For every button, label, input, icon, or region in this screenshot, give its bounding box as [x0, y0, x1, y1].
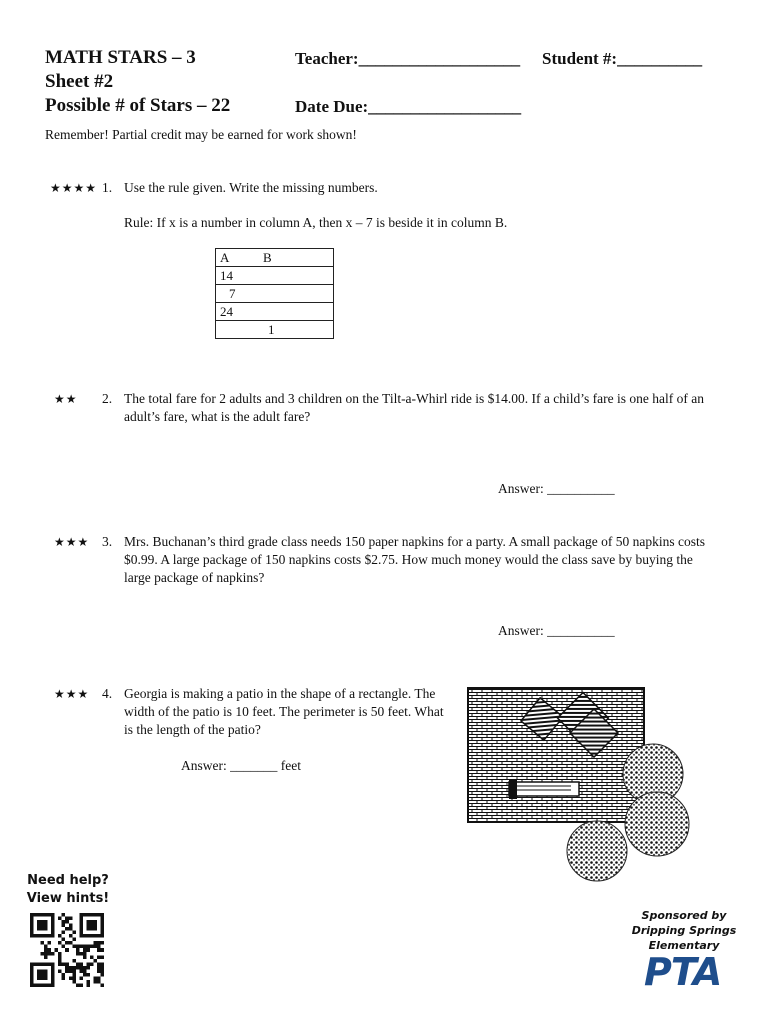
- rule-table-cell: 7: [216, 285, 260, 303]
- question-2-text: The total fare for 2 adults and 3 children on the Tilt-a-Whirl ride is $14.00. If a child’s fare is one half of an adult’s fare, what is the adult fare?: [124, 391, 704, 424]
- reminder-text: Remember! Partial credit may be earned for work shown!: [45, 127, 357, 142]
- rule-table-cell: 14: [216, 267, 260, 285]
- date-due-field: Date Due:__________________: [295, 97, 522, 116]
- rule-table-cell: 24: [216, 303, 260, 321]
- question-4-answer: Answer: _______ feet: [181, 758, 301, 773]
- rule-table-cell: [259, 267, 334, 285]
- question-3-stars: ★★★: [54, 535, 90, 549]
- teacher-field: Teacher:___________________: [295, 49, 521, 68]
- rule-table: [215, 248, 334, 339]
- patio-illustration-icon: [465, 686, 697, 882]
- rule-table-cell: [259, 303, 334, 321]
- question-1-text: Use the rule given. Write the missing numbers.: [124, 180, 378, 195]
- page-title: MATH STARS – 3: [45, 47, 196, 68]
- sponsor-line1: Sponsored by: [641, 909, 727, 922]
- question-1-stars: ★★★★: [50, 181, 98, 195]
- question-2-answer: Answer: __________: [498, 481, 615, 496]
- sheet-number: Sheet #2: [45, 71, 114, 92]
- question-4-text: Georgia is making a patio in the shape of a rectangle. The width of the patio is 10 feet. The perimeter is 50 feet. What is the length of the patio?: [124, 686, 444, 737]
- help-text-line1: Need help?: [27, 873, 109, 888]
- student-number-field: Student #:__________: [542, 49, 703, 68]
- rule-table-header-a: A: [220, 250, 230, 265]
- rule-table-cell: [259, 285, 334, 303]
- possible-stars: Possible # of Stars – 22: [45, 95, 231, 116]
- question-3-text: Mrs. Buchanan’s third grade class needs 150 paper napkins for a party. A small package of 50 napkins costs $0.99. A large package of 150 napkins costs $2.75. How much money would the class save by buying the large package of napkins?: [124, 534, 705, 585]
- sponsor-line3: Elementary: [648, 939, 720, 952]
- question-3-answer: Answer: __________: [498, 623, 615, 638]
- question-4-stars: ★★★: [54, 687, 90, 701]
- rule-table-cell: [216, 321, 260, 339]
- rule-table-header-b: B: [263, 250, 272, 265]
- rule-table-cell: 1: [259, 321, 334, 339]
- question-2-stars: ★★: [54, 392, 78, 406]
- question-2-number: 2.: [102, 391, 113, 406]
- help-text-line2: View hints!: [26, 891, 110, 906]
- qr-code-icon[interactable]: [30, 913, 104, 987]
- question-4-number: 4.: [102, 686, 113, 701]
- pta-logo: PTA: [644, 950, 722, 994]
- sponsor-line2: Dripping Springs: [631, 924, 737, 937]
- question-1-rule: Rule: If x is a number in column A, then x – 7 is beside it in column B.: [124, 215, 508, 230]
- question-3-number: 3.: [102, 534, 113, 549]
- question-1-number: 1.: [102, 180, 113, 195]
